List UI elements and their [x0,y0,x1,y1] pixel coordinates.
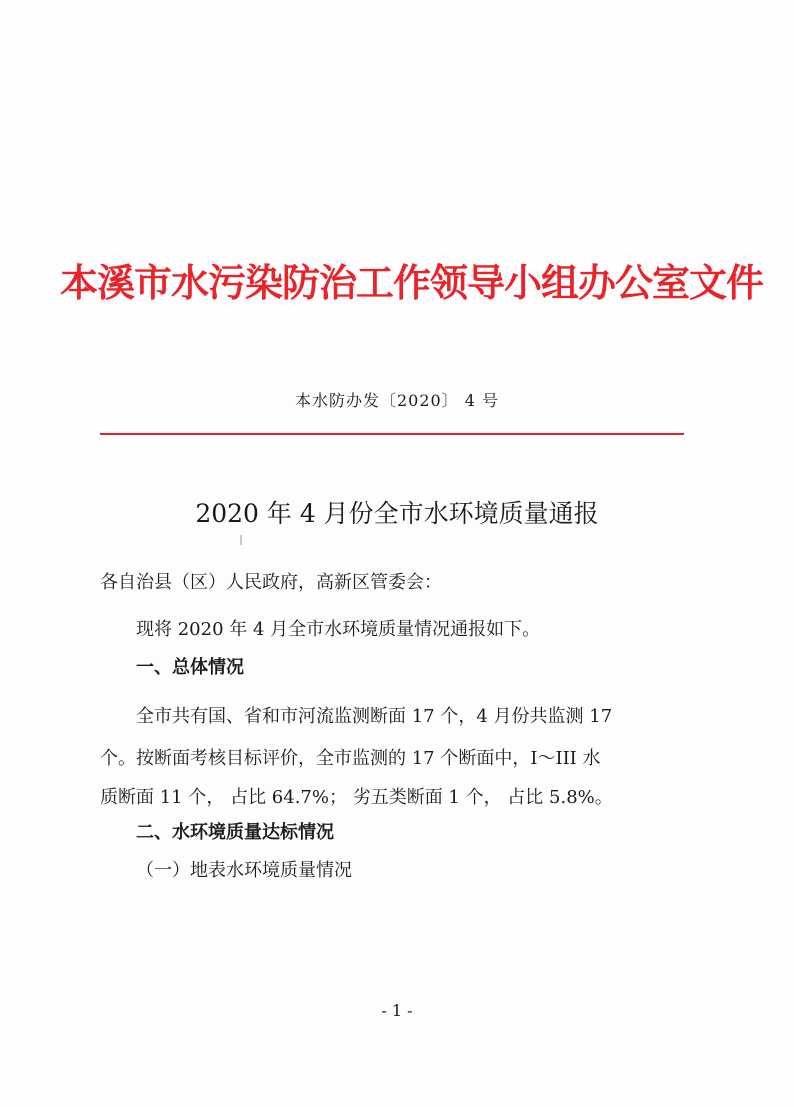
section-1-line-1: 全市共有国、省和市河流监测断面 17 个，4 月份共监测 17 [136,706,613,727]
intro-paragraph: 现将 2020 年 4 月全市水环境质量情况通报如下。 [136,619,541,640]
section-1-line-3: 质断面 11 个， 占比 64.7%； 劣五类断面 1 个， 占比 5.8%。 [100,787,613,808]
document-title: 2020 年 4 月份全市水环境质量通报 [195,499,599,528]
issuer-redhead: 本溪市水污染防治工作领导小组办公室文件 [60,261,764,305]
section-2-heading: 二、水环境质量达标情况 [136,822,334,843]
section-1-line-2: 个。按断面考核目标评价，全市监测的 17 个断面中，I～III 水 [100,748,601,769]
red-separator-line [100,433,684,435]
salutation: 各自治县（区）人民政府，高新区管委会： [100,572,442,593]
document-number: 本水防办发〔2020〕 4 号 [294,391,500,410]
page-number: - 1 - [381,1001,413,1020]
scan-speck [240,535,242,545]
section-1-heading: 一、总体情况 [136,657,244,678]
subsection-1-heading: （一）地表水环境质量情况 [136,860,352,881]
